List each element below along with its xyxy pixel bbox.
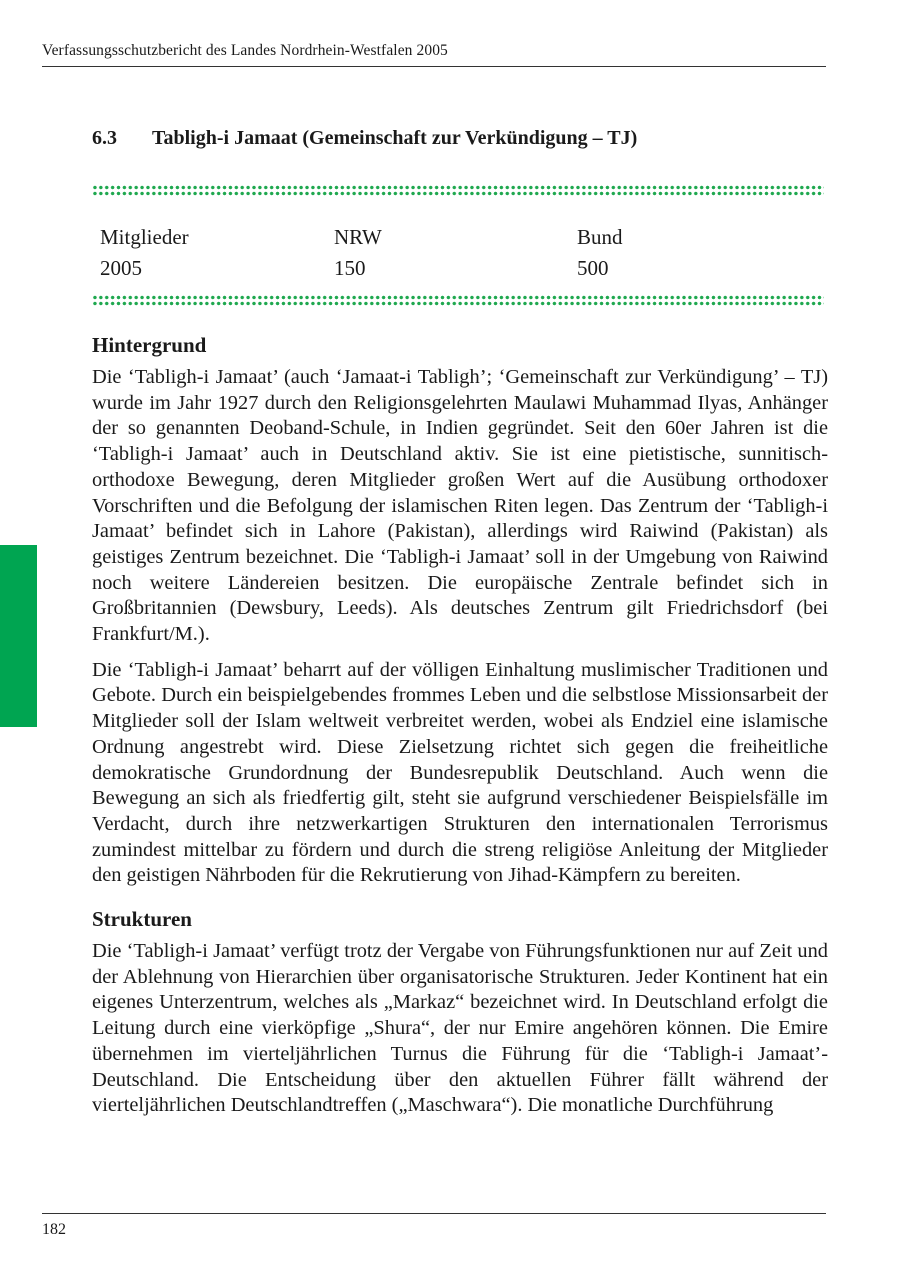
section-title xyxy=(92,127,637,150)
subsection-heading-background: Hintergrund xyxy=(92,333,207,357)
table-header-cell: NRW xyxy=(334,225,382,249)
body-paragraph: Die ‘Tabligh-i Jamaat’ verfügt trotz der Vergabe von Führungsfunktionen nur auf Zeit und der Ablehnung von Hierarchien über organisatorische Strukturen. Jeder Kontinent hat ein eigenes Unterzentrum, welches als „Markaz“ bezeichnet wird. In Deutschland erfolgt die Leitung durch eine vierköpfige „Shura“, der nur Emire angehören können. Die Emire übernehmen im vierteljährlichen Turnus die Führung für die ‘Tabligh-i Jamaat’-Deutschland. Die Entscheidung über den aktuellen Führer fällt während der vierteljährlichen Deutschlandtreffen („Maschwara“). Die monatliche Durchführung xyxy=(92,940,828,1117)
table-cell-nrw: 150 xyxy=(334,256,366,280)
section-title-text: Tabligh-i Jamaat (Gemeinschaft zur Verkündigung – TJ) xyxy=(152,127,638,149)
body-content xyxy=(92,331,828,1129)
section-number: 6.3 xyxy=(92,127,117,149)
table-cell-year: 2005 xyxy=(100,256,142,280)
footer-divider xyxy=(42,1213,826,1214)
body-paragraph: Die ‘Tabligh-i Jamaat’ beharrt auf der völligen Einhaltung muslimischer Traditionen und Gebote. Durch ein beispielgebendes frommes Leben und die selbstlose Missionsarbeit der Mitglieder soll der Islam weltweit verbreitet werden, wobei als Endziel eine islamische Ordnung angestrebt wird. Diese Zielsetzung richtet sich gegen die freiheitliche demokratische Grundordnung der Bundesrepublik Deutschland. Auch wenn die Bewegung an sich als friedfertig gilt, steht sie aufgrund verschiedener Beispielsfälle im Verdacht, durch ihre netzwerkartigen Strukturen den internationalen Terrorismus zumindest mittelbar zu fördern und durch die streng religiöse Anleitung der Mitglieder den geistigen Nährboden für die Rekrutierung von Jihad-Kämpfern zu bereiten. xyxy=(92,658,828,887)
running-header: Verfassungsschutzbericht des Landes Nordrhein-Westfalen 2005 xyxy=(42,42,448,59)
page-number: 182 xyxy=(42,1221,66,1238)
table-row xyxy=(100,253,697,284)
table-header-cell: Mitglieder xyxy=(100,225,189,249)
header-divider xyxy=(42,66,826,67)
membership-table xyxy=(100,222,697,284)
chapter-tab-marker xyxy=(0,545,37,727)
dotted-divider-bottom xyxy=(92,294,824,307)
table-cell-bund: 500 xyxy=(577,256,609,280)
body-paragraph: Die ‘Tabligh-i Jamaat’ (auch ‘Jamaat-i Tabligh’; ‘Gemeinschaft zur Verkündigung’ – TJ) wurde im Jahr 1927 durch den Religionsgelehrten Maulawi Muhammad Ilyas, Anhänger der so genannten Deoband-Schule, in Indien gegründet. Seit den 60er Jahren ist die ‘Tabligh-i Jamaat’ auch in Deutschland aktiv. Sie ist eine pietistische, sunnitisch-orthodoxe Bewegung, deren Mitglieder großen Wert auf die Ausübung orthodoxer Vorschriften und die Befolgung der islamischen Riten legen. Das Zentrum der ‘Tabligh-i Jamaat’ befindet sich in Lahore (Pakistan), allerdings wird Raiwind (Pakistan) als geistiges Zentrum bezeichnet. Die ‘Tabligh-i Jamaat’ soll in der Umgebung von Raiwind noch weitere Ländereien besitzen. Die europäische Zentrale befindet sich in Großbritannien (Dewsbury, Leeds). Als deutsches Zentrum gilt Friedrichsdorf (bei Frankfurt/M.). xyxy=(92,366,828,646)
dotted-divider-top xyxy=(92,184,824,197)
table-header-cell: Bund xyxy=(577,225,623,249)
table-header-row xyxy=(100,222,697,253)
subsection-heading-structures: Strukturen xyxy=(92,907,192,932)
